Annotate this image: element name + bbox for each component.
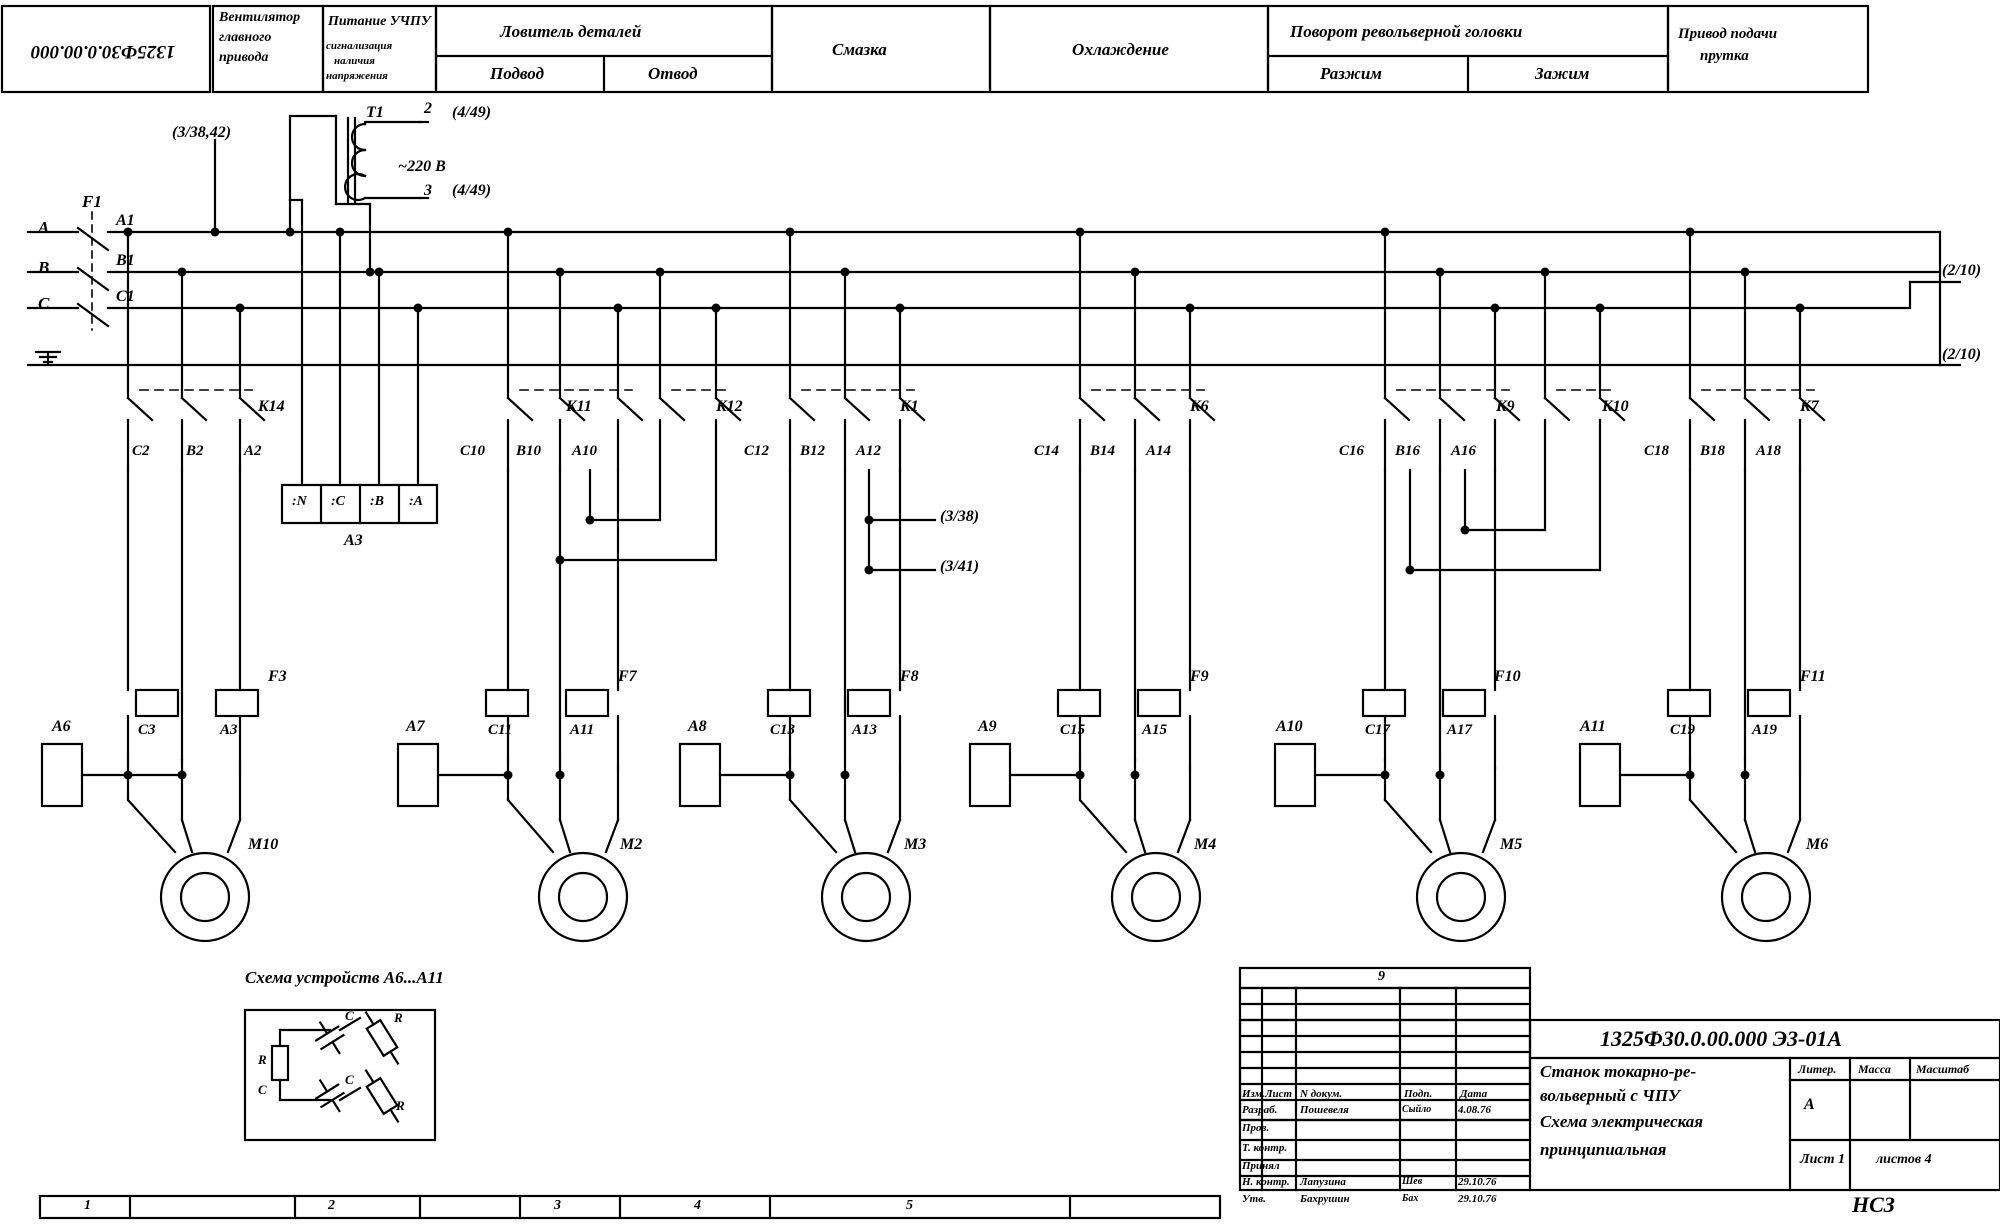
contactor-tag-k9: K9 (1496, 398, 1515, 415)
terminal-b16: B16 (1395, 443, 1421, 459)
header-part-catcher-sub1: Подвод (490, 64, 545, 83)
titleblock-col-docnum: N докум. (1300, 1088, 1343, 1100)
scale-num-1: 1 (84, 1198, 91, 1213)
motor-tag-m10: M10 (248, 836, 279, 853)
fuse-tag-f8: F8 (900, 668, 919, 685)
scale-num-4: 4 (694, 1198, 701, 1213)
filter-tag-a10: A10 (1276, 718, 1303, 735)
terminal-c10: C10 (460, 443, 486, 459)
transformer-ref-top: (4/49) (452, 104, 492, 121)
contactor-tag-k6: K6 (1190, 398, 1209, 415)
terminal-a12: A12 (856, 443, 882, 459)
header-turret-sub1: Разжим (1320, 64, 1382, 83)
motor-tag-m3: M3 (904, 836, 927, 853)
inset-label-c1: C (345, 1008, 354, 1023)
titleblock-col-list: Лист (1265, 1088, 1293, 1100)
phase-label-a: A (38, 218, 50, 237)
xref-2-10-lower: (2/10) (1942, 346, 1982, 363)
fuse-term-a15: A15 (1142, 722, 1168, 738)
titleblock-role-0: Разраб. (1242, 1104, 1278, 1116)
titleblock-role-2: Т. контр. (1242, 1142, 1288, 1154)
transformer-terminal-2: 2 (424, 100, 432, 117)
fuse-term-a13: A13 (852, 722, 878, 738)
filter-tag-a8: A8 (688, 718, 707, 735)
terminal-b12: B12 (800, 443, 826, 459)
scale-num-2: 2 (328, 1198, 335, 1213)
xref-3-38-42: (3/38,42) (172, 124, 232, 141)
header-fan-line2: главного (219, 30, 272, 45)
inset-label-r3: R (396, 1098, 405, 1113)
titleblock-sign-5: Шев (1402, 1176, 1423, 1187)
titleblock-sign-0: Сыйло (1402, 1104, 1432, 1115)
titleblock-stamp-liter: Литер. (1798, 1062, 1837, 1076)
phase-label-c: C (38, 294, 50, 313)
fuse-term-c3: C3 (138, 722, 156, 738)
motor-tag-m5: M5 (1500, 836, 1523, 853)
fuse-term-a17: A17 (1447, 722, 1473, 738)
terminal-b14: B14 (1090, 443, 1116, 459)
titleblock-org: НСЗ (1852, 1192, 1895, 1217)
terminal-c2: C2 (132, 443, 150, 459)
titleblock-upper-count: 9 (1378, 969, 1385, 984)
titleblock-role-6: Утв. (1242, 1193, 1266, 1205)
side-doc-code: 1325Ф30.0.00.000 (30, 41, 176, 62)
filter-tag-a7: A7 (406, 718, 425, 735)
supply-out-c1: C1 (116, 288, 135, 305)
fuse-tag-f3: F3 (268, 668, 287, 685)
titleblock-product-line2: вольверный с ЧПУ (1540, 1086, 1680, 1105)
titleblock-docname-line1: Схема электрическая (1540, 1112, 1704, 1131)
inset-title: Схема устройств A6...A11 (245, 968, 444, 987)
header-cnc-line1: Питание УЧПУ (328, 14, 431, 29)
titleblock-role-4: Принял (1242, 1160, 1280, 1172)
titleblock-role-5: Н. контр. (1242, 1176, 1290, 1188)
header-cnc-line4: напряжения (326, 70, 388, 82)
titleblock-role-1: Пров. (1242, 1122, 1270, 1134)
transformer-voltage-note: ~220 В (398, 158, 446, 175)
fuse-term-a19: A19 (1752, 722, 1778, 738)
contactor-tag-k14: K14 (258, 398, 285, 415)
header-lubrication: Смазка (832, 40, 887, 59)
contactor-tag-k7: K7 (1800, 398, 1819, 415)
inset-label-c3: C (345, 1072, 354, 1087)
xref-3-38: (3/38) (940, 508, 980, 525)
titleblock-doc-number: 1325Ф30.0.00.000 Э3-01А (1600, 1026, 1843, 1051)
terminal-a2: A2 (244, 443, 262, 459)
titleblock-name-5: Лапузина (1300, 1176, 1346, 1188)
titleblock-letter: А (1804, 1096, 1815, 1113)
header-fan-line3: привода (219, 50, 269, 65)
titleblock-date-5: 29.10.76 (1458, 1176, 1497, 1188)
filter-tag-a6: A6 (52, 718, 71, 735)
xref-3-41: (3/41) (940, 558, 980, 575)
header-turret-sub2: Зажим (1535, 64, 1590, 83)
scale-num-3: 3 (554, 1198, 561, 1213)
supply-out-b1: B1 (116, 252, 135, 269)
header-cooling: Охлаждение (1072, 40, 1169, 59)
a3-pin-n: :N (292, 494, 307, 509)
supply-out-a1: A1 (116, 212, 135, 229)
titleblock-col-sign: Подп. (1404, 1088, 1433, 1100)
terminal-a10: A10 (572, 443, 598, 459)
terminal-a18: A18 (1756, 443, 1782, 459)
titleblock-name-0: Пошевеля (1300, 1104, 1349, 1116)
titleblock-product-line1: Станок токарно-ре- (1540, 1062, 1697, 1081)
titleblock-sheet: Лист 1 (1800, 1152, 1845, 1167)
inset-label-r1: R (394, 1010, 403, 1025)
header-fan-line1: Вентилятор (219, 10, 301, 25)
fuse-term-a11: A11 (570, 722, 595, 738)
header-cnc-line2: сигнализация (326, 40, 393, 52)
header-barfeed-line1: Привод подачи (1678, 26, 1778, 42)
contactor-tag-k11: K11 (566, 398, 592, 415)
filter-tag-a11: A11 (1580, 718, 1606, 735)
motor-tag-m6: M6 (1806, 836, 1829, 853)
terminal-a14: A14 (1146, 443, 1172, 459)
terminal-b10: B10 (516, 443, 542, 459)
terminal-b18: B18 (1700, 443, 1726, 459)
transformer-terminal-3: 3 (424, 182, 432, 199)
fuse-term-c19: C19 (1670, 722, 1696, 738)
titleblock-docname-line2: принципиальная (1540, 1140, 1667, 1159)
a3-pin-a: :A (409, 494, 423, 509)
motor-tag-m2: M2 (620, 836, 643, 853)
fuse-term-c17: C17 (1365, 722, 1391, 738)
transformer-ref-bottom: (4/49) (452, 182, 492, 199)
header-turret: Поворот револьверной головки (1290, 22, 1523, 41)
inset-label-c2: C (258, 1082, 267, 1097)
titleblock-sign-6: Бах (1402, 1193, 1419, 1204)
fuse-tag-f11: F11 (1800, 668, 1826, 685)
filter-tag-a9: A9 (978, 718, 997, 735)
titleblock-stamp-scale: Масштаб (1916, 1062, 1970, 1076)
titleblock-sheets: листов 4 (1876, 1152, 1932, 1167)
titleblock-date-6: 29.10.76 (1458, 1193, 1497, 1205)
header-barfeed-line2: прутка (1700, 48, 1749, 64)
fuse-tag-f9: F9 (1190, 668, 1209, 685)
fuse-term-c11: C11 (488, 722, 513, 738)
header-part-catcher: Ловитель деталей (500, 22, 642, 41)
phase-label-b: B (38, 258, 50, 277)
titleblock-stamp-mass: Масса (1858, 1062, 1891, 1076)
xref-2-10-upper: (2/10) (1942, 262, 1982, 279)
terminal-c12: C12 (744, 443, 770, 459)
contactor-tag-k1: K1 (900, 398, 919, 415)
titleblock-col-date: Дата (1460, 1088, 1488, 1100)
inset-label-r2: R (258, 1052, 267, 1067)
terminal-a16: A16 (1451, 443, 1477, 459)
transformer-tag: T1 (366, 104, 384, 121)
motor-tag-m4: M4 (1194, 836, 1217, 853)
terminal-c18: C18 (1644, 443, 1670, 459)
fuse-term-c15: C15 (1060, 722, 1086, 738)
fuse-term-c13: C13 (770, 722, 796, 738)
a3-pin-b: :B (370, 494, 384, 509)
a3-tag: A3 (344, 532, 363, 549)
a3-pin-c: :C (331, 494, 345, 509)
breaker-f1-label: F1 (82, 192, 102, 211)
terminal-b2: B2 (186, 443, 204, 459)
fuse-tag-f7: F7 (618, 668, 637, 685)
titleblock-col-izm: Изм. (1242, 1088, 1265, 1100)
header-part-catcher-sub2: Отвод (648, 64, 698, 83)
header-cnc-line3: наличия (334, 55, 375, 67)
titleblock-name-6: Бахрушин (1300, 1193, 1350, 1205)
contactor-tag-k12: K12 (716, 398, 743, 415)
terminal-c14: C14 (1034, 443, 1060, 459)
terminal-c16: C16 (1339, 443, 1365, 459)
scale-num-5: 5 (906, 1198, 913, 1213)
fuse-term-a3: A3 (220, 722, 238, 738)
fuse-tag-f10: F10 (1494, 668, 1521, 685)
titleblock-date-0: 4.08.76 (1458, 1104, 1491, 1116)
contactor-tag-k10: K10 (1602, 398, 1629, 415)
